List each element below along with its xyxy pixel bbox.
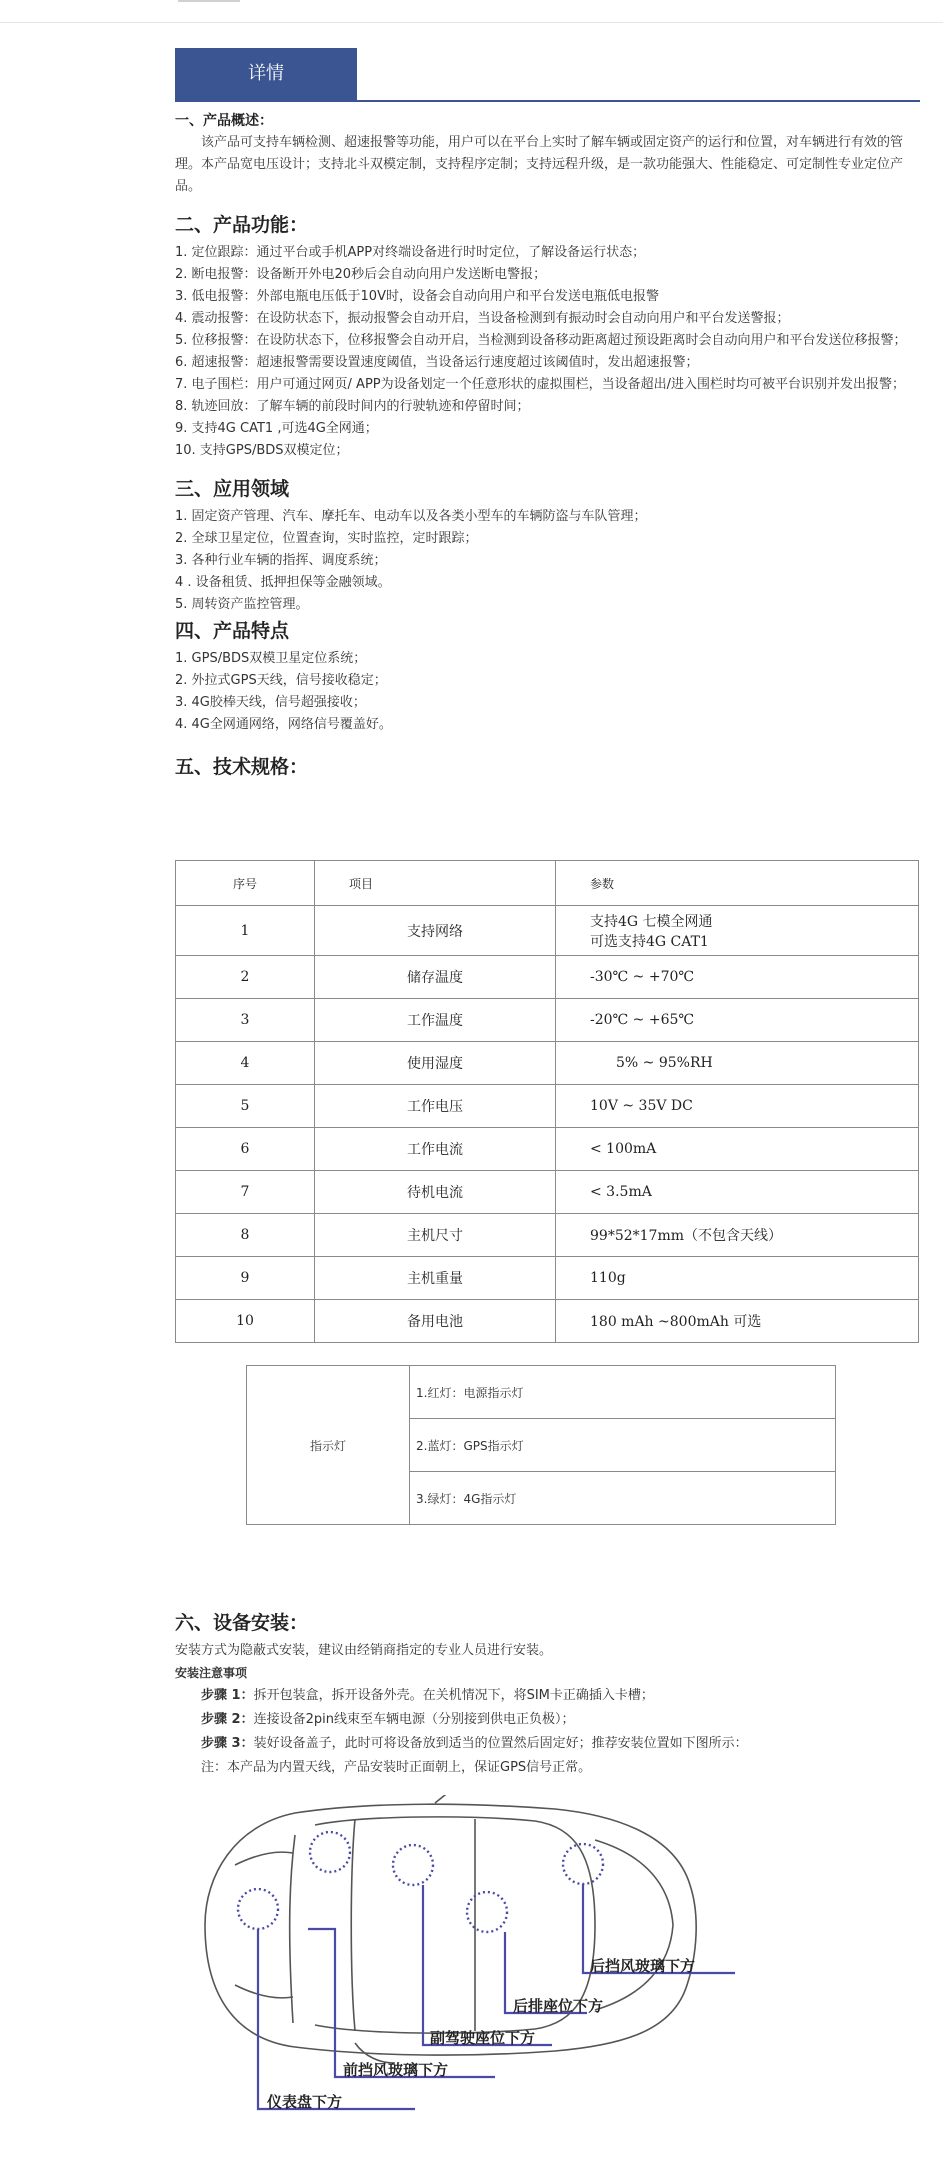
table-row — [176, 1042, 919, 1085]
install-step — [175, 1732, 915, 1756]
row-value: < 3.5mA — [556, 1171, 919, 1214]
table-row — [176, 999, 919, 1042]
top-divider — [0, 22, 943, 23]
leader-dashboard — [258, 1929, 415, 2109]
header-no: 序号 — [176, 861, 315, 906]
label-copilot-seat: 副驾驶座位下方 — [430, 2029, 536, 2047]
install-step — [175, 1684, 915, 1708]
row-item: 主机尺寸 — [315, 1214, 556, 1257]
list-item: 4 . 设备租赁、抵押担保等金融领域。 — [175, 575, 391, 590]
list-item: 3. 低电报警：外部电瓶电压低于10V时，设备会自动向用户和平台发送电瓶低电报警 — [175, 289, 659, 304]
row-value: < 100mA — [556, 1128, 919, 1171]
header-value: 参数 — [556, 861, 919, 906]
row-no: 3 — [176, 999, 315, 1042]
table-row — [247, 1366, 836, 1419]
row-item: 使用湿度 — [315, 1042, 556, 1085]
row-item: 备用电池 — [315, 1300, 556, 1343]
row-value — [556, 906, 919, 956]
table-row — [176, 1214, 919, 1257]
marker-rear-windshield — [563, 1844, 603, 1884]
step-text: 装好设备盖子，此时可将设备放到适当的位置然后固定好；推荐安装位置如下图所示： — [253, 1736, 748, 1751]
overview-title: 一、产品概述： — [175, 113, 273, 129]
table-row — [176, 1171, 919, 1214]
row-no: 2 — [176, 956, 315, 999]
label-rear-seat: 后排座位下方 — [513, 1997, 604, 2015]
label-rear-windshield: 后挡风玻璃下方 — [590, 1957, 696, 1975]
install-note: 注：本产品为内置天线，产品安装时正面朝上，保证GPS信号正常。 — [201, 1760, 592, 1775]
marker-dashboard — [238, 1889, 278, 1929]
row-item: 主机重量 — [315, 1257, 556, 1300]
row-item: 工作温度 — [315, 999, 556, 1042]
step-text: 拆开包装盒，拆开设备外壳。在关机情况下，将SIM卡正确插入卡槽； — [253, 1688, 654, 1703]
row-value: 180 mAh ~800mAh 可选 — [556, 1300, 919, 1343]
list-item: 3. 各种行业车辆的指挥、调度系统； — [175, 553, 387, 568]
table-row — [176, 956, 919, 999]
list-item: 9. 支持4G CAT1 ,可选4G全网通； — [175, 421, 378, 436]
table-header-row — [176, 861, 919, 906]
indicator-item: 3.绿灯：4G指示灯 — [410, 1472, 836, 1525]
spec-table — [175, 860, 919, 1343]
header-item: 项目 — [315, 861, 556, 906]
row-no: 1 — [176, 906, 315, 956]
row-no: 5 — [176, 1085, 315, 1128]
marker-front-windshield — [310, 1832, 350, 1872]
row-value: -30℃ ~ +70℃ — [556, 956, 919, 999]
row-item: 工作电压 — [315, 1085, 556, 1128]
tab-details[interactable]: 详情 — [175, 48, 357, 100]
list-item: 5. 周转资产监控管理。 — [175, 597, 309, 612]
list-item: 10. 支持GPS/BDS双模定位； — [175, 443, 349, 458]
table-row — [176, 906, 919, 956]
install-section — [175, 1610, 915, 1780]
step-label: 步骤 1： — [201, 1688, 254, 1703]
table-row — [176, 1300, 919, 1343]
indicator-item: 2.蓝灯：GPS指示灯 — [410, 1419, 836, 1472]
install-markers — [238, 1832, 603, 1932]
list-item: 2. 断电报警：设备断开外电20秒后会自动向用户发送断电警报； — [175, 267, 547, 282]
step-label: 步骤 2： — [201, 1712, 254, 1727]
list-item: 1. 固定资产管理、汽车、摩托车、电动车以及各类小型车的车辆防盗与车队管理； — [175, 509, 647, 524]
specs-title: 五、技术规格： — [175, 756, 309, 778]
features-title: 四、产品特点 — [175, 620, 290, 642]
row-value-line: 可选支持4G CAT1 — [590, 933, 709, 950]
list-item: 4. 震动报警：在设防状态下，振动报警会自动开启，当设备检测到有振动时会自动向用户和平台发送警报； — [175, 311, 790, 326]
row-no: 4 — [176, 1042, 315, 1085]
car-diagram — [175, 1795, 735, 2155]
car-outline — [205, 1795, 696, 2063]
install-notes-title: 安装注意事项 — [175, 1666, 248, 1680]
list-item: 1. GPS/BDS双模卫星定位系统； — [175, 651, 367, 666]
marker-copilot-seat — [393, 1845, 433, 1885]
row-value: 99*52*17mm（不包含天线） — [556, 1214, 919, 1257]
marker-rear-seat — [467, 1892, 507, 1932]
row-no: 6 — [176, 1128, 315, 1171]
label-dashboard: 仪表盘下方 — [267, 2093, 343, 2111]
install-title: 六、设备安装： — [175, 1612, 309, 1634]
row-item: 待机电流 — [315, 1171, 556, 1214]
row-item: 工作电流 — [315, 1128, 556, 1171]
list-item: 4. 4G全网通网络，网络信号覆盖好。 — [175, 717, 392, 732]
indicator-item: 1.红灯：电源指示灯 — [410, 1366, 836, 1419]
table-row — [176, 1128, 919, 1171]
list-item: 5. 位移报警：在设防状态下，位移报警会自动开启，当检测到设备移动距离超过预设距离时会自动向用户和平台发送位移报警； — [175, 333, 907, 348]
leader-copilot-seat — [423, 1885, 552, 2045]
install-intro: 安装方式为隐蔽式安装，建议由经销商指定的专业人员进行安装。 — [175, 1643, 553, 1658]
applications-list — [175, 506, 910, 616]
step-label: 步骤 3： — [201, 1736, 254, 1751]
tab-underline — [175, 100, 920, 102]
row-value-line: 支持4G 七模全网通 — [590, 913, 713, 930]
row-no: 10 — [176, 1300, 315, 1343]
table-row — [176, 1085, 919, 1128]
list-item: 7. 电子围栏：用户可通过网页/ APP为设备划定一个任意形状的虚拟围栏，当设备超出/进入围栏时均可被平台识别并发出报警； — [175, 377, 906, 392]
top-tab-indicator — [178, 0, 240, 2]
list-item: 1. 定位跟踪：通过平台或手机APP对终端设备进行时时定位，了解设备运行状态； — [175, 245, 646, 260]
list-item: 8. 轨迹回放：了解车辆的前段时间内的行驶轨迹和停留时间； — [175, 399, 530, 414]
list-item: 3. 4G胶棒天线，信号超强接收； — [175, 695, 366, 710]
indicator-table — [246, 1365, 836, 1525]
install-step — [175, 1708, 915, 1732]
step-text: 连接设备2pin线束至车辆电源（分别接到供电正负极）； — [253, 1712, 575, 1727]
row-value: 110g — [556, 1257, 919, 1300]
row-item: 支持网络 — [315, 906, 556, 956]
functions-list — [175, 242, 910, 462]
features-list — [175, 648, 910, 736]
row-value: -20℃ ~ +65℃ — [556, 999, 919, 1042]
indicator-label: 指示灯 — [247, 1366, 410, 1525]
row-no: 7 — [176, 1171, 315, 1214]
list-item: 2. 外拉式GPS天线，信号接收稳定； — [175, 673, 387, 688]
row-no: 9 — [176, 1257, 315, 1300]
row-value: 10V ~ 35V DC — [556, 1085, 919, 1128]
row-value: 5% ~ 95%RH — [556, 1042, 919, 1085]
row-item: 储存温度 — [315, 956, 556, 999]
label-front-windshield: 前挡风玻璃下方 — [343, 2061, 449, 2079]
leader-lines — [258, 1884, 735, 2109]
list-item: 2. 全球卫星定位，位置查询，实时监控，定时跟踪； — [175, 531, 478, 546]
overview-text: 该产品可支持车辆检测、超速报警等功能，用户可以在平台上实时了解车辆或固定资产的运行和位置，对车辆进行有效的管理。本产品宽电压设计；支持北斗双模定制，支持程序定制；支持远程升级，是一款功能强大、性能稳定、可定制性专业定位产品。 — [175, 135, 904, 194]
list-item: 6. 超速报警：超速报警需要设置速度阈值，当设备运行速度超过该阈值时，发出超速报警； — [175, 355, 699, 370]
functions-title: 二、产品功能： — [175, 214, 309, 236]
description-content — [175, 108, 910, 784]
table-row — [176, 1257, 919, 1300]
row-no: 8 — [176, 1214, 315, 1257]
applications-title: 三、应用领域 — [175, 478, 290, 500]
